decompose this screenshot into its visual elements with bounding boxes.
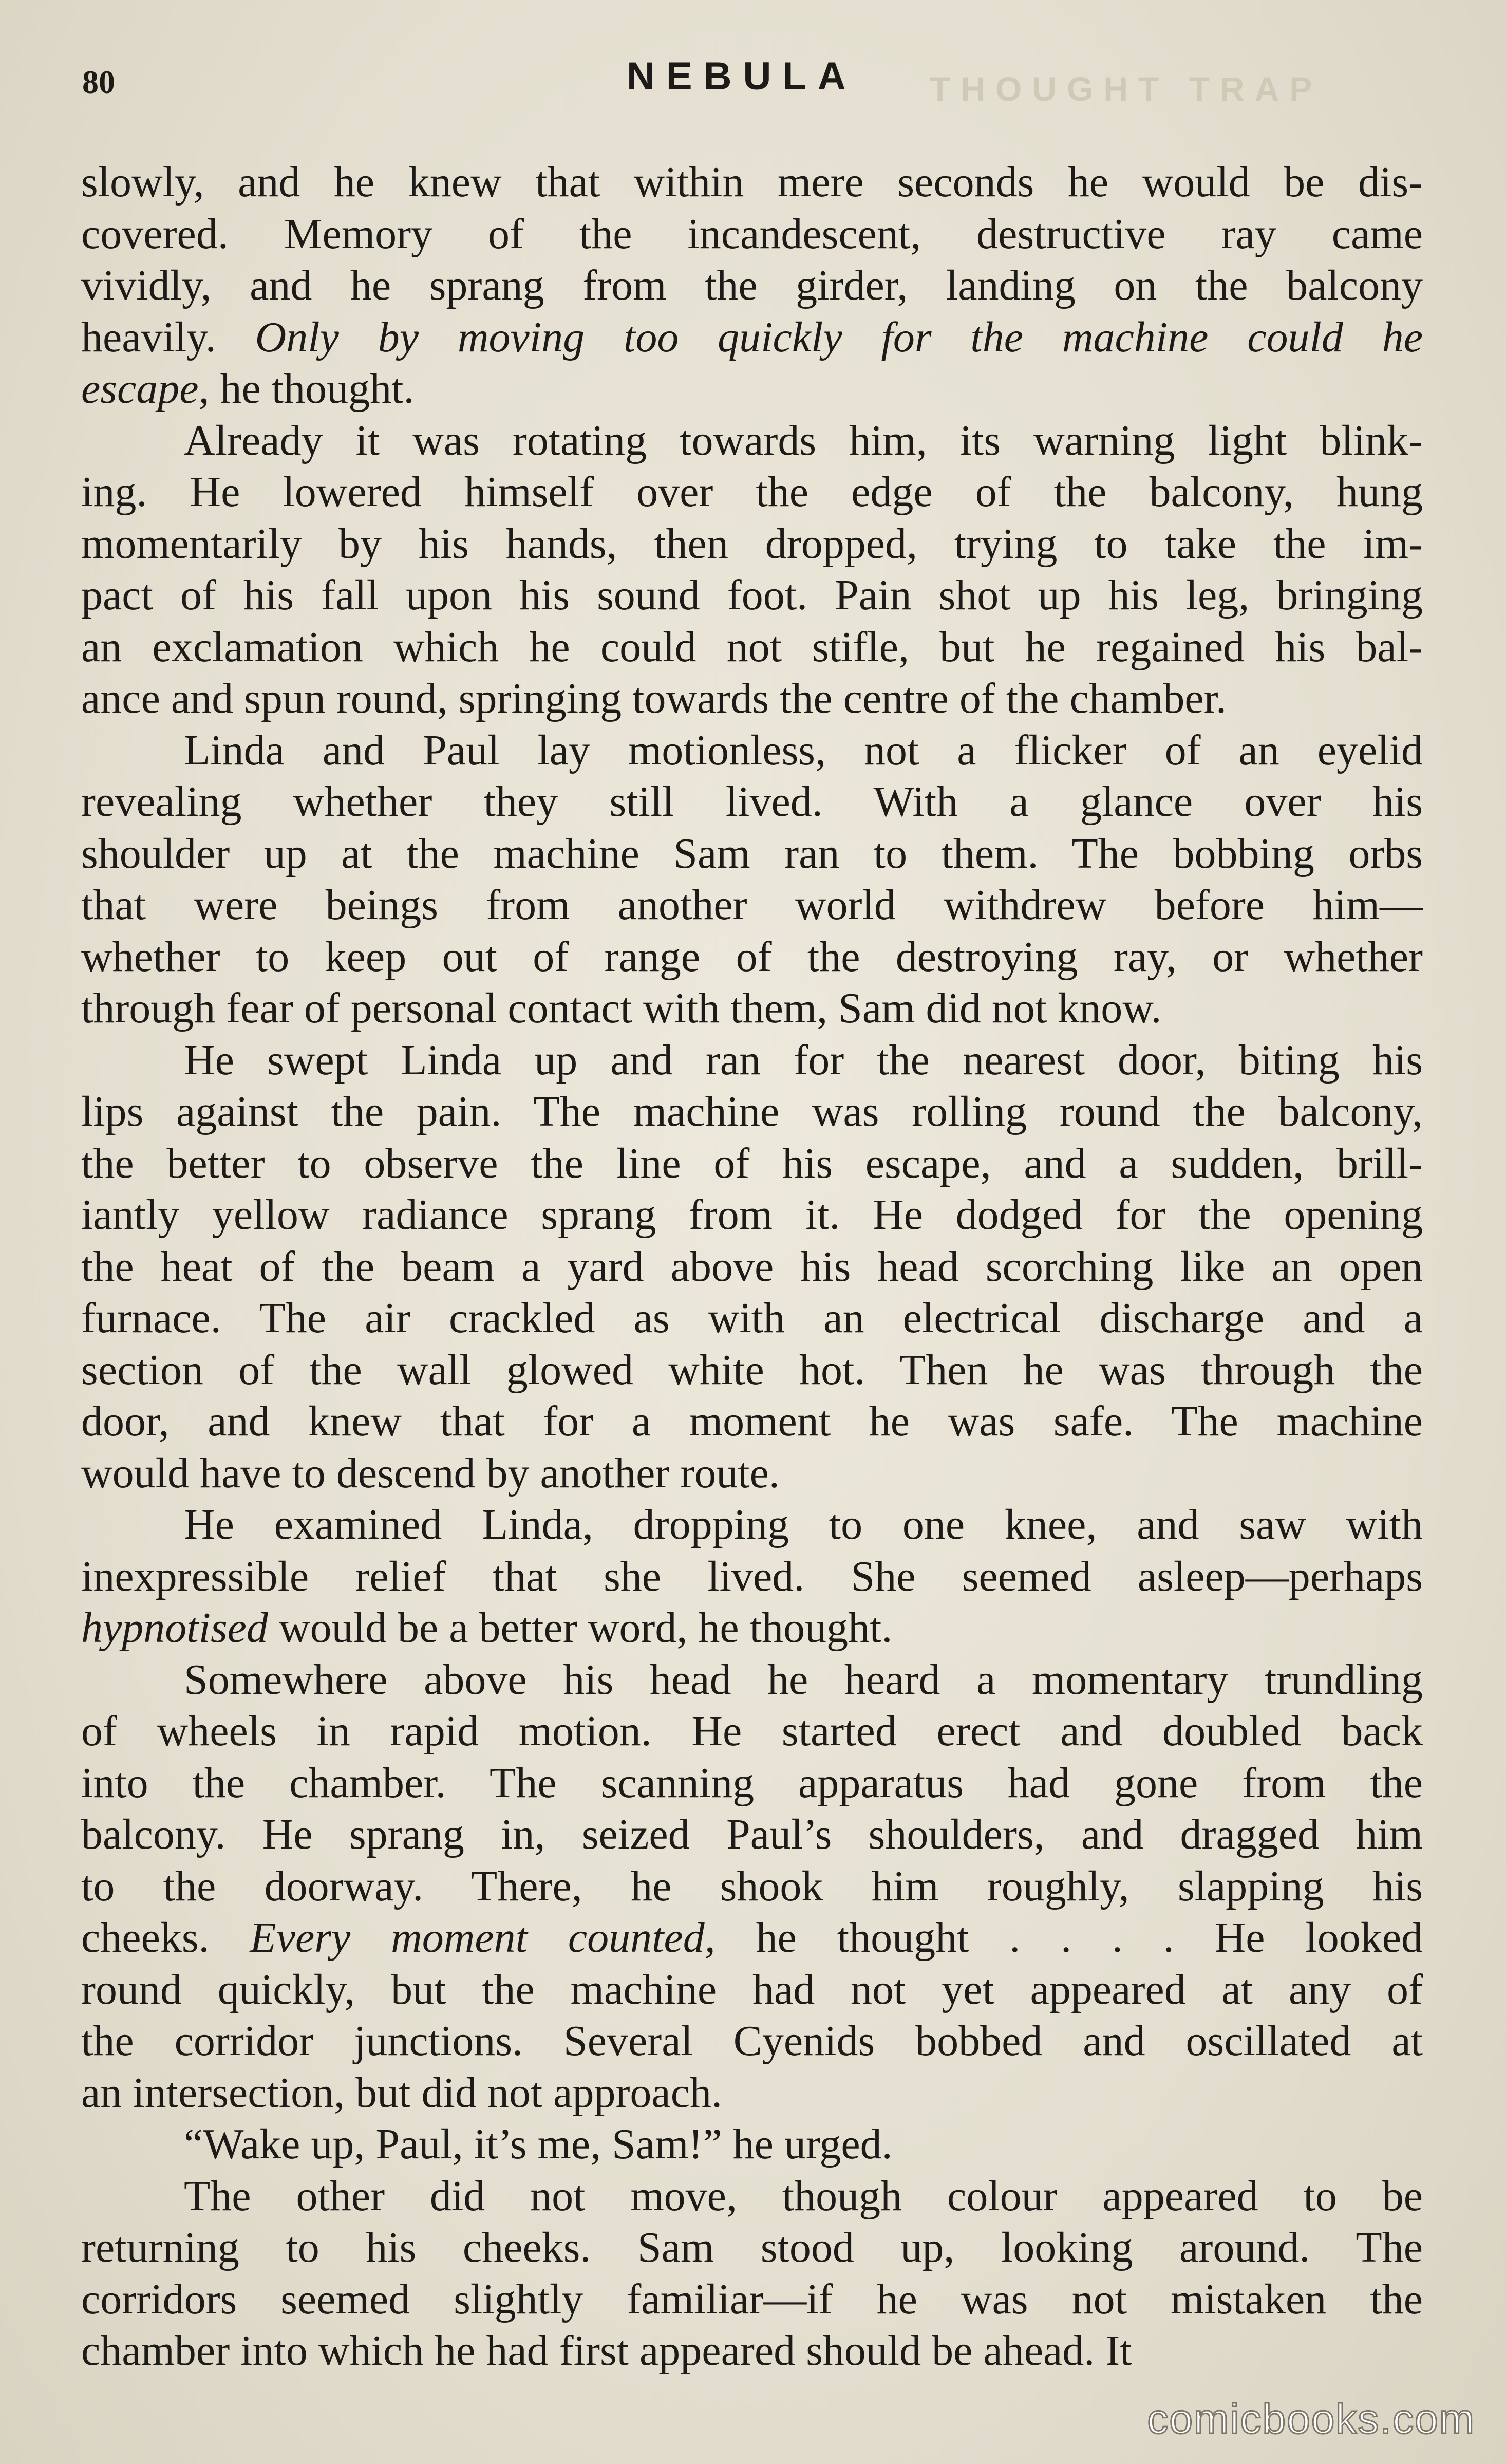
text-line: to the doorway. There, he shook him roughly, slapping his: [81, 1862, 1423, 1910]
paragraph: [81, 2119, 1423, 2171]
text-line: Linda and Paul lay motionless, not a flicker of an eyelid: [184, 726, 1423, 774]
text-line: through fear of personal contact with them, Sam did not know.: [81, 984, 1162, 1032]
text-line: whether to keep out of range of the destroying ray, or whether: [81, 932, 1423, 981]
text-line: momentarily by his hands, then dropped, trying to take the im-: [81, 519, 1423, 568]
paragraph: [81, 725, 1423, 1035]
text-line: pact of his fall upon his sound foot. Pain shot up his leg, bringing: [81, 571, 1423, 619]
text-line: the better to observe the line of his escape, and a sudden, brill-: [81, 1139, 1423, 1187]
text-line: hypnotised would be a better word, he thought.: [81, 1604, 893, 1652]
text-line: of wheels in rapid motion. He started erect and doubled back: [81, 1707, 1423, 1755]
paragraph: [81, 1035, 1423, 1500]
text-line: an exclamation which he could not stifle, but he regained his bal-: [81, 623, 1423, 671]
text-line: that were beings from another world withdrew before him—: [81, 881, 1423, 929]
watermark: comicbooks.com: [1147, 2396, 1475, 2442]
text-line: would have to descend by another route.: [81, 1449, 780, 1497]
text-line: He examined Linda, dropping to one knee, and saw with: [184, 1501, 1423, 1548]
text-line: chamber into which he had first appeared should be ahead. It: [81, 2327, 1132, 2375]
text-line: shoulder up at the machine Sam ran to them. The bobbing orbs: [81, 829, 1423, 878]
magazine-title: NEBULA: [627, 54, 857, 98]
text-line: ing. He lowered himself over the edge of the balcony, hung: [81, 468, 1423, 516]
text-line: the heat of the beam a yard above his head scorching like an open: [81, 1242, 1423, 1291]
text-line: Somewhere above his head he heard a momentary trundling: [184, 1655, 1423, 1704]
paragraph: [81, 157, 1423, 415]
text-line: ance and spun round, springing towards the centre of the chamber.: [81, 675, 1227, 722]
paragraph: [81, 1654, 1423, 2119]
text-line: balcony. He sprang in, seized Paul’s shoulders, and dragged him: [81, 1810, 1423, 1858]
text-line: inexpressible relief that she lived. She seemed asleep—perhaps: [81, 1552, 1423, 1600]
text-line: heavily. Only by moving too quickly for the machine could he: [81, 313, 1423, 361]
paragraph: [81, 1499, 1423, 1654]
text-line: door, and knew that for a moment he was safe. The machine: [81, 1397, 1423, 1445]
text-line: the corridor junctions. Several Cyenids bobbed and oscillated at: [81, 2017, 1423, 2065]
page-number: 80: [82, 64, 115, 100]
text-line: into the chamber. The scanning apparatus had gone from the: [81, 1759, 1423, 1807]
italic-text: escape,: [81, 365, 210, 413]
text-line: covered. Memory of the incandescent, destructive ray came: [81, 210, 1423, 258]
text-line: section of the wall glowed white hot. Then he was through the: [81, 1346, 1423, 1394]
text-line: lips against the pain. The machine was rolling round the balcony,: [81, 1088, 1423, 1135]
text-line: returning to his cheeks. Sam stood up, looking around. The: [81, 2224, 1423, 2271]
text-line: He swept Linda up and ran for the nearest door, biting his: [184, 1036, 1423, 1084]
text-line: Already it was rotating towards him, its warning light blink-: [184, 416, 1423, 464]
paragraph: [81, 2171, 1423, 2377]
text-line: cheeks. Every moment counted, he thought . . . . He looked: [81, 1914, 1423, 1962]
bleed-through-title: THOUGHT TRAP: [930, 70, 1323, 108]
text-line: “Wake up, Paul, it’s me, Sam!” he urged.: [184, 2120, 893, 2168]
text-line: furnace. The air crackled as with an electrical discharge and a: [81, 1294, 1423, 1342]
text-line: iantly yellow radiance sprang from it. He dodged for the opening: [81, 1191, 1423, 1239]
italic-text: Every moment counted,: [250, 1914, 716, 1962]
text-line: vividly, and he sprang from the girder, landing on the balcony: [81, 262, 1423, 309]
italic-text: Only by moving too quickly for the machine could he: [255, 313, 1423, 361]
text-line: an intersection, but did not approach.: [81, 2068, 722, 2117]
text-line: The other did not move, though colour appeared to be: [184, 2172, 1423, 2220]
paragraph: [81, 415, 1423, 725]
text-line: revealing whether they still lived. With a glance over his: [81, 778, 1423, 826]
text-line: corridors seemed slightly familiar—if he was not mistaken the: [81, 2275, 1423, 2323]
text-line: round quickly, but the machine had not yet appeared at any of: [81, 1965, 1423, 2013]
text-line: slowly, and he knew that within mere seconds he would be dis-: [81, 158, 1423, 206]
story-text: [81, 157, 1423, 2377]
text-line: escape, he thought.: [81, 365, 415, 413]
italic-text: hypnotised: [81, 1604, 268, 1652]
running-head: [82, 54, 1418, 110]
